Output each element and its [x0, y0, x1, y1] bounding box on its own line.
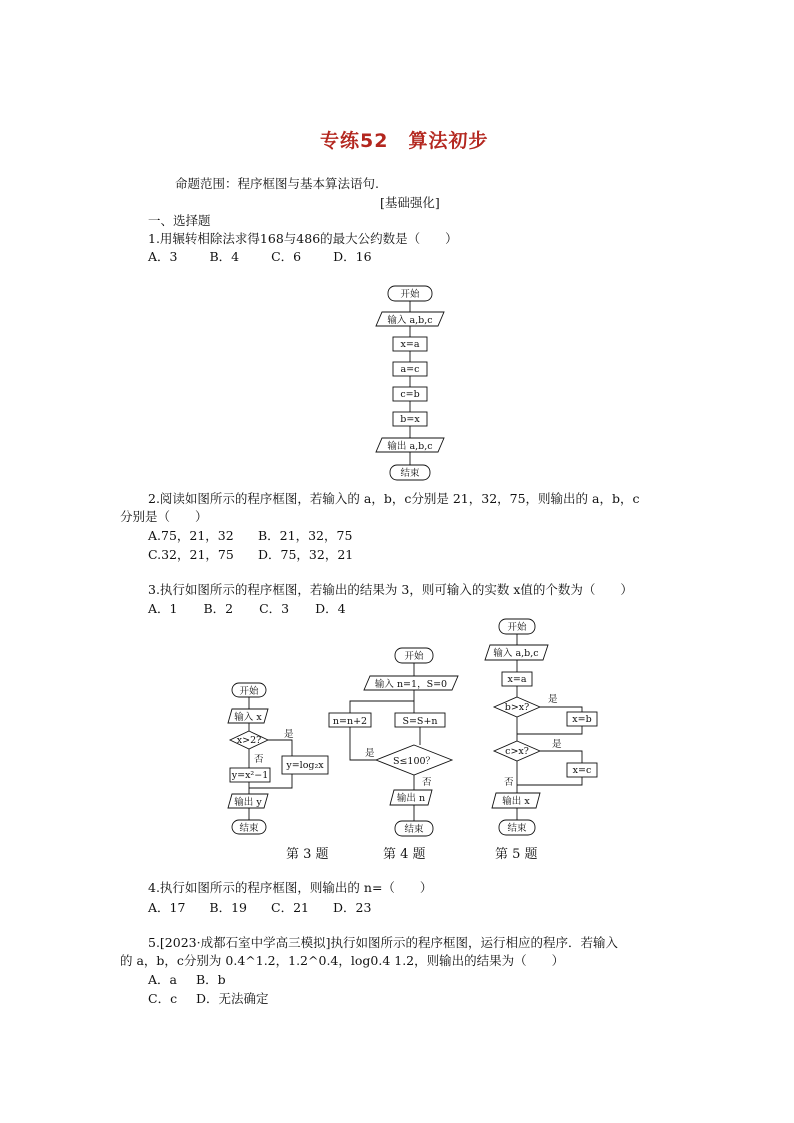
fig3-yes-label: 是 — [284, 729, 294, 740]
fig2-end-label: 结束 — [400, 468, 420, 479]
q3-option-b: B．2 — [203, 601, 234, 616]
q1-options — [148, 247, 400, 265]
q4-option-d: D．23 — [332, 900, 372, 915]
fig4-no-label: 否 — [422, 777, 432, 788]
fig2-box-2-label: a=c — [400, 364, 420, 375]
fig5-start-label: 开始 — [507, 622, 527, 633]
fig5-output-label: 输出 x — [502, 796, 530, 807]
page-title: 专练52 算法初步 — [320, 130, 489, 152]
fig3-condition-label: x>2? — [236, 735, 262, 746]
fig5-yes-label-1: 是 — [548, 694, 558, 705]
q5-line1: 5.[2023·成都石室中学高三模拟]执行如图所示的程序框图，运行相应的程序．若输入 — [148, 935, 618, 950]
flowchart-q5 — [482, 615, 607, 840]
flowchart-q2 — [370, 283, 450, 483]
fig5-condition-1-label: b>x? — [504, 702, 530, 713]
flowchart-q3 — [222, 680, 324, 840]
q5-option-d: D．无法确定 — [196, 991, 269, 1006]
q3-options — [148, 599, 374, 617]
q2-line2: 分别是（ ） — [120, 509, 208, 524]
fig4-caption: 第 4 题 — [383, 847, 426, 862]
fig4-yes-label: 是 — [365, 748, 375, 759]
fig3-no-box-label: y=x²−1 — [231, 770, 269, 781]
flowchart-q4 — [325, 645, 460, 840]
fig5-no-label: 否 — [504, 777, 514, 788]
q1-option-a: A．3 — [148, 249, 178, 264]
scope-text: 命题范围：程序框图与基本算法语句. — [175, 176, 379, 191]
fig3-caption: 第 3 题 — [286, 847, 329, 862]
q4-options — [148, 898, 399, 916]
fig4-input-label: 输入 n=1，S=0 — [374, 679, 448, 690]
q2-option-d: D．75，32，21 — [258, 547, 354, 562]
q5-option-a: A．a — [148, 972, 177, 987]
fig5-input-label: 输入 a,b,c — [493, 648, 539, 659]
fig2-input-label: 输入 a,b,c — [387, 315, 433, 326]
fig5-box-3-label: x=c — [572, 765, 592, 776]
q4-option-c: C．21 — [271, 900, 309, 915]
q3-text: 3.执行如图所示的程序框图，若输出的结果为 3，则可输入的实数 x值的个数为（ ） — [148, 582, 633, 597]
fig4-end-label: 结束 — [404, 824, 424, 835]
q4-text: 4.执行如图所示的程序框图，则输出的 n=（ ） — [148, 880, 433, 895]
q5-option-b: B．b — [196, 972, 226, 987]
fig5-box-2-label: x=b — [572, 714, 592, 725]
q3-option-c: C．3 — [259, 601, 290, 616]
q1-option-d: D．16 — [333, 249, 372, 264]
fig5-end-label: 结束 — [507, 823, 527, 834]
q3-option-d: D．4 — [315, 601, 346, 616]
fig3-start-label: 开始 — [239, 686, 259, 697]
q5-option-c: C．c — [148, 991, 178, 1006]
fig4-left-box-label: n=n+2 — [332, 716, 368, 727]
q2-option-a: A.75，21，32 — [148, 528, 234, 543]
fig4-start-label: 开始 — [404, 651, 424, 662]
fig2-box-1-label: x=a — [400, 339, 420, 350]
fig2-start-label: 开始 — [400, 289, 420, 300]
q2-option-c: C.32，21，75 — [148, 547, 234, 562]
fig3-output-label: 输出 y — [234, 797, 262, 808]
fig3-input-label: 输入 x — [234, 712, 262, 723]
q4-option-b: B．19 — [209, 900, 248, 915]
fig2-box-4-label: b=x — [400, 414, 420, 425]
fig2-box-3-label: c=b — [400, 389, 420, 400]
fig3-end-label: 结束 — [239, 823, 259, 834]
fig4-right-box-label: S=S+n — [402, 716, 438, 727]
section-tag: [基础强化] — [380, 195, 440, 210]
q1-option-c: C．6 — [271, 249, 302, 264]
fig5-condition-2-label: c>x? — [505, 746, 529, 757]
fig2-output-label: 输出 a,b,c — [387, 441, 433, 452]
fig5-yes-label-2: 是 — [552, 739, 562, 750]
fig4-condition-label: S≤100？ — [392, 756, 436, 767]
q1-text: 1.用辗转相除法求得168与486的最大公约数是（ ） — [148, 231, 458, 246]
q1-option-b: B．4 — [209, 249, 240, 264]
q3-option-a: A．1 — [148, 601, 178, 616]
fig4-output-label: 输出 n — [396, 793, 426, 804]
q2-option-b: B．21，32，75 — [258, 528, 353, 543]
fig5-caption: 第 5 题 — [495, 847, 538, 862]
q2-line1: 2.阅读如图所示的程序框图，若输入的 a，b，c分别是 21，32，75，则输出的 a，b，c — [148, 491, 640, 506]
q4-option-a: A．17 — [148, 900, 186, 915]
section-heading: 一、选择题 — [148, 213, 211, 228]
q5-line2: 的 a，b，c分别为 0.4^1.2，1.2^0.4，log0.4 1.2，则输出的结果为（ ） — [120, 953, 565, 968]
fig3-no-label: 否 — [254, 754, 264, 765]
fig3-yes-box-label: y=log₂x — [286, 760, 324, 771]
fig5-box-1-label: x=a — [507, 674, 527, 685]
